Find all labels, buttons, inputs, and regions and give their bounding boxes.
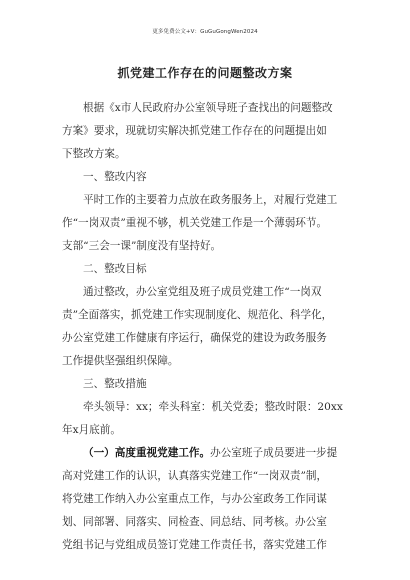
bold-subheading: （一）高度重视党建工作。	[83, 447, 211, 459]
section-heading-3: 三、整改措施	[83, 378, 147, 390]
paragraph-line: 下整改方案。	[62, 148, 126, 160]
paragraph-line: 年x月底前。	[62, 424, 121, 436]
paragraph-line: 党组书记与党组成员签订党建工作责任书，落实党建工作	[62, 539, 327, 551]
paragraph-line: 办公室党建工作健康有序运行，确保党的建设为政务服务	[62, 332, 327, 344]
paragraph-line: 支部“三会一课”制度没有坚持好。	[62, 240, 222, 252]
paragraph-line-with-bold-lead	[83, 446, 354, 460]
section-heading-1: 一、整改内容	[83, 171, 147, 183]
paragraph-line: 通过整改，办公室党组及班子成员党建工作“一岗双	[83, 286, 322, 298]
paragraph-line: 作“一岗双责”重视不够，机关党建工作是一个薄弱环节。	[62, 217, 328, 229]
paragraph-line: 划、同部署、同落实、同检查、同总结、同考核。办公室	[62, 516, 327, 528]
paragraph-line: 工作提供坚强组织保障。	[62, 355, 179, 367]
paragraph-text: 办公室班子成员要进一步提	[210, 447, 338, 459]
paragraph-line: 将党建工作纳入办公室重点工作，与办公室政务工作同谋	[62, 493, 327, 505]
paragraph-line: 责”全面落实，抓党建工作实现制度化、规范化、科学化，	[62, 309, 333, 321]
header-note: 更多免费公文+V：GuGuGongWen2024	[152, 29, 258, 35]
paragraph-line: 牵头领导：xx；牵头科室：机关党委；整改时限：20xx	[83, 401, 343, 413]
paragraph-line: 方案》要求，现就切实解决抓党建工作存在的问题提出如	[62, 125, 327, 137]
paragraph-line: 平时工作的主要着力点放在政务服务上，对履行党建工	[83, 194, 338, 206]
document-title: 抓党建工作存在的问题整改方案	[117, 66, 293, 80]
paragraph-line: 高对党建工作的认识，认真落实党建工作“一岗双责”制，	[62, 470, 328, 482]
section-heading-2: 二、整改目标	[83, 263, 147, 275]
paragraph-line: 根据《x市人民政府办公室领导班子查找出的问题整改	[83, 102, 333, 114]
